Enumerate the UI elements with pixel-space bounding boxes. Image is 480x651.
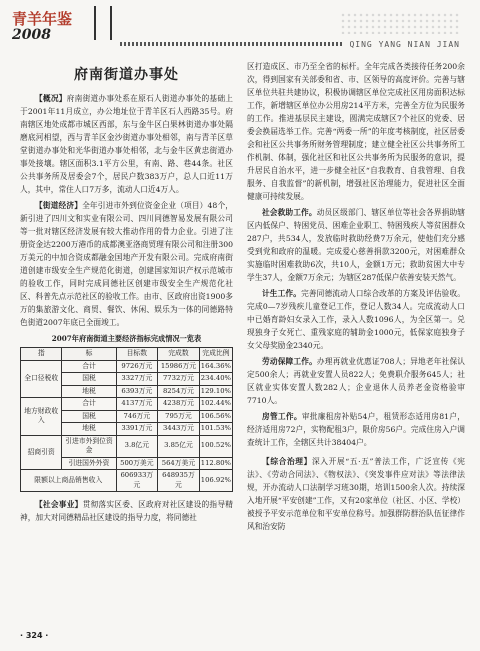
table-cell: 795万元: [158, 410, 200, 423]
table-cell: 101.53%: [199, 423, 232, 436]
table-cell: 164.36%: [199, 360, 232, 373]
table-cell: 4137万元: [116, 398, 158, 411]
article-title: 府南街道办事处: [74, 67, 179, 83]
table-cell: 500万美元: [116, 457, 158, 470]
social-affairs-paragraph: [20, 498, 233, 524]
table-header-cell: 标: [62, 348, 116, 361]
overview-tag: 【概况】: [35, 94, 67, 103]
table-header-cell: 目标数: [116, 348, 158, 361]
table-cell: 106.92%: [199, 470, 232, 492]
table-cell: 6393万元: [116, 385, 158, 398]
table-cell: 9726万元: [116, 360, 158, 373]
table-cell: 7732万元: [158, 373, 200, 386]
table-cell: 564万美元: [158, 457, 200, 470]
table-cell: 地税: [62, 385, 116, 398]
yearbook-logo-year: 2008: [12, 27, 51, 43]
table-group-label: 地方财政收入: [21, 398, 62, 436]
header-rule: [120, 42, 344, 46]
family-planning-paragraph: [247, 287, 465, 352]
family-planning-title: 计生工作。: [262, 289, 302, 298]
table-cell: 国税: [62, 373, 116, 386]
table-cell: 15986万元: [158, 360, 200, 373]
housing-title: 房管工作。: [262, 412, 302, 421]
table-group-label: 全口径税收: [21, 360, 62, 398]
table-cell: 4238万元: [158, 398, 200, 411]
table-cell: 102.44%: [199, 398, 232, 411]
governance-text: 深入开展“五·五”普法工作，广泛宣传《宪法》、《劳动合同法》、《物权法》、《突发事件应对法》等法律法规，开办流动人口法制学习班30期，培训1500余人次。持续深入地开展“平安创建”工作，又有20家单位（社区、小区、学校）被授予平安示范单位和平安单位称号。加强群防群治队伍征律作风和治安防: [247, 457, 465, 531]
social-affairs-tag: 【社会事业】: [35, 500, 83, 509]
table-cell: 合计: [62, 360, 116, 373]
table-cell: 606933万元: [116, 470, 158, 492]
labor-security-text: 办理再就业优惠证708人；异地老年社保认定500余人；再就业安置人员822人；免费职介服务645人；社区就业实体安置人数282人；企业退休人员养老金资格验审7710人。: [247, 357, 465, 405]
table-row: [21, 360, 233, 373]
social-aid-paragraph: [247, 206, 465, 284]
table-cell: 3391万元: [116, 423, 158, 436]
header-dot-pattern: [340, 12, 460, 34]
table-group-label: 招商引资: [21, 435, 62, 470]
left-column: [20, 92, 233, 527]
housing-paragraph: [247, 410, 465, 449]
governance-paragraph: [247, 455, 465, 533]
header-running-title: QING YANG NIAN JIAN: [349, 40, 460, 49]
governance-tag: 【综合治理】: [262, 457, 312, 466]
table-header-row: [21, 348, 233, 361]
page-number: · 324 ·: [20, 631, 49, 640]
table-cell: 106.56%: [199, 410, 232, 423]
table-row: [21, 435, 233, 457]
table-cell: 引进国外外资: [62, 457, 116, 470]
table-header-cell: 完成比例: [199, 348, 232, 361]
economic-indicators-table: [20, 347, 233, 492]
table-header-cell: 完成数: [158, 348, 200, 361]
table-cell: 3443万元: [158, 423, 200, 436]
community-continuation-paragraph: 区打造成区、市乃至全省的标杆。全年完成各类接待任务200余次，得到国家有关部委和省、市、区领导的高度评价。完善与辖区单位共驻共建协议，积极协调辖区单位完成社区用房面积达标工作，新增辖区单位办公用房214平方米，完善全方位为民服务的工作。推进基层民主建设，圆满完成辖区7个社区的党委、居委会换届选举工作。完善“两委一所”的年度考核制度，社区居委会和社区公共事务所财务管理制度；建立健全社区公共事务所工作机制、体制，强化社区和社区公共事务所为民服务的意识，提升居民自治水平，进一步健全社区“自我教育、自我管理、自我服务、自我监督”的新机制，增强社区治理能力，促进社区全面健康可持续发展。: [247, 62, 465, 201]
social-aid-title: 社会救助工作。: [262, 208, 317, 217]
social-affairs-text: 贯彻落实区委、区政府对社区建设的指导精神，加大对同德精品社区建设的指导力度，将同德社: [20, 500, 233, 522]
table-cell: 引进市外到位资金: [62, 435, 116, 457]
overview-text: 府南街道办事处系在原石人街道办事处的基础上于2001年11月成立，办公地址位于青羊区石人西路35号。府南辖区地处成都市城区西部，东与金牛区白果林街道办事处隔磨底河相望，西与青羊区金沙街道办事处相邻，南与青羊区草堂街道办事处和光华街道办事处相邻，北与金牛区黄忠街道办事处接壤。辖区面积3.1平方公里，有南、路、巷44条。社区公共事务所及居委会7个，居民户数383万户，总人口近11万人，其中，常住人口7万多，流动人口近4万人。: [20, 94, 233, 194]
table-cell: 234.40%: [199, 373, 232, 386]
economy-tag: 【街道经济】: [35, 201, 83, 210]
table-cell: 129.10%: [199, 385, 232, 398]
economy-paragraph: [20, 199, 233, 329]
table-cell: 3.85亿元: [158, 435, 200, 457]
table-cell: 8254万元: [158, 385, 200, 398]
table-cell: 100.52%: [199, 435, 232, 457]
labor-security-paragraph: [247, 355, 465, 407]
table-cell: 112.80%: [199, 457, 232, 470]
table-caption: 2007年府南街道主要经济指标完成情况一览表: [51, 334, 202, 343]
social-aid-text: 动员区级部门、辖区单位等社会各界捐助辖区内低保户、特困党员、困难企业职工、特困残疾人等贫困群众287户，共534人，发放临时救助经费7万余元，使他们充分感受到党和政府的温暖。完成爱心慈善捐款3200元，对困难群众实施临时困难救助6次，共10人，金额1万元；救助贫困大中专学生37人，金额7万余元；为辖区287低保户依善安装天然气。: [247, 208, 465, 282]
table-cell: 746万元: [116, 410, 158, 423]
table-cell: 合计: [62, 398, 116, 411]
yearbook-logo-title: 青羊年鉴: [12, 10, 73, 28]
labor-security-title: 劳动保障工作。: [262, 357, 317, 366]
table-cell: 限额以上商品销售收入: [21, 470, 117, 492]
logo-decoration-icon: [94, 6, 112, 40]
table-cell: 地税: [62, 423, 116, 436]
family-planning-text: 完善同德流动人口综合改革的方案及评估验收。完成0—7岁残疾儿童登记工作，登记人数34人。完成流动人口中已婚育龄妇女录入工作，录入人数1096人，为全区第一。兑现独身子女死亡、重残家庭的辅助金1000元，低保家庭独身子女父母奖励金2340元。: [247, 289, 465, 350]
right-column: [247, 60, 465, 536]
table-row: [21, 398, 233, 411]
table-cell: 3327万元: [116, 373, 158, 386]
table-row: [21, 470, 233, 492]
economy-text: 全年引进市外到位资金企业（项目）48个，新引进了四川文和实业有限公司、四川同德智易发展有限公司等一批对辖区经济发展有较大推动作用的骨力企业。引进了注册资金达2200万港币的成都澳亚洛商贸理有限公司和注册300万美元的中加合资成都融金国地产开发有限公司。完成府南街道创建市级安全生产规范化街道，创建国家知识产权示范城市的验收工作，同时完成同德社区创建市级安全生产规范化社区、科普先点示范社区的验收工作。由市、区政府出资1900多万的集旅游文化、商贸、餐饮、休闲、娱乐为一体的同德路特色街道2007年底已全面竣工。: [20, 201, 233, 327]
overview-paragraph: [20, 92, 233, 196]
table-cell: 648935万元: [158, 470, 200, 492]
table-header-cell: 指: [21, 348, 62, 361]
table-cell: 3.8亿元: [116, 435, 158, 457]
page-header: [0, 0, 480, 56]
housing-text: 审批廉租房补贴54户，租赁形态适用房81户，经济适用房72户，实物配租3户，限价房56户。完成住房入户调查统计工作，全辖区共计38404户。: [247, 412, 465, 447]
table-cell: 国税: [62, 410, 116, 423]
